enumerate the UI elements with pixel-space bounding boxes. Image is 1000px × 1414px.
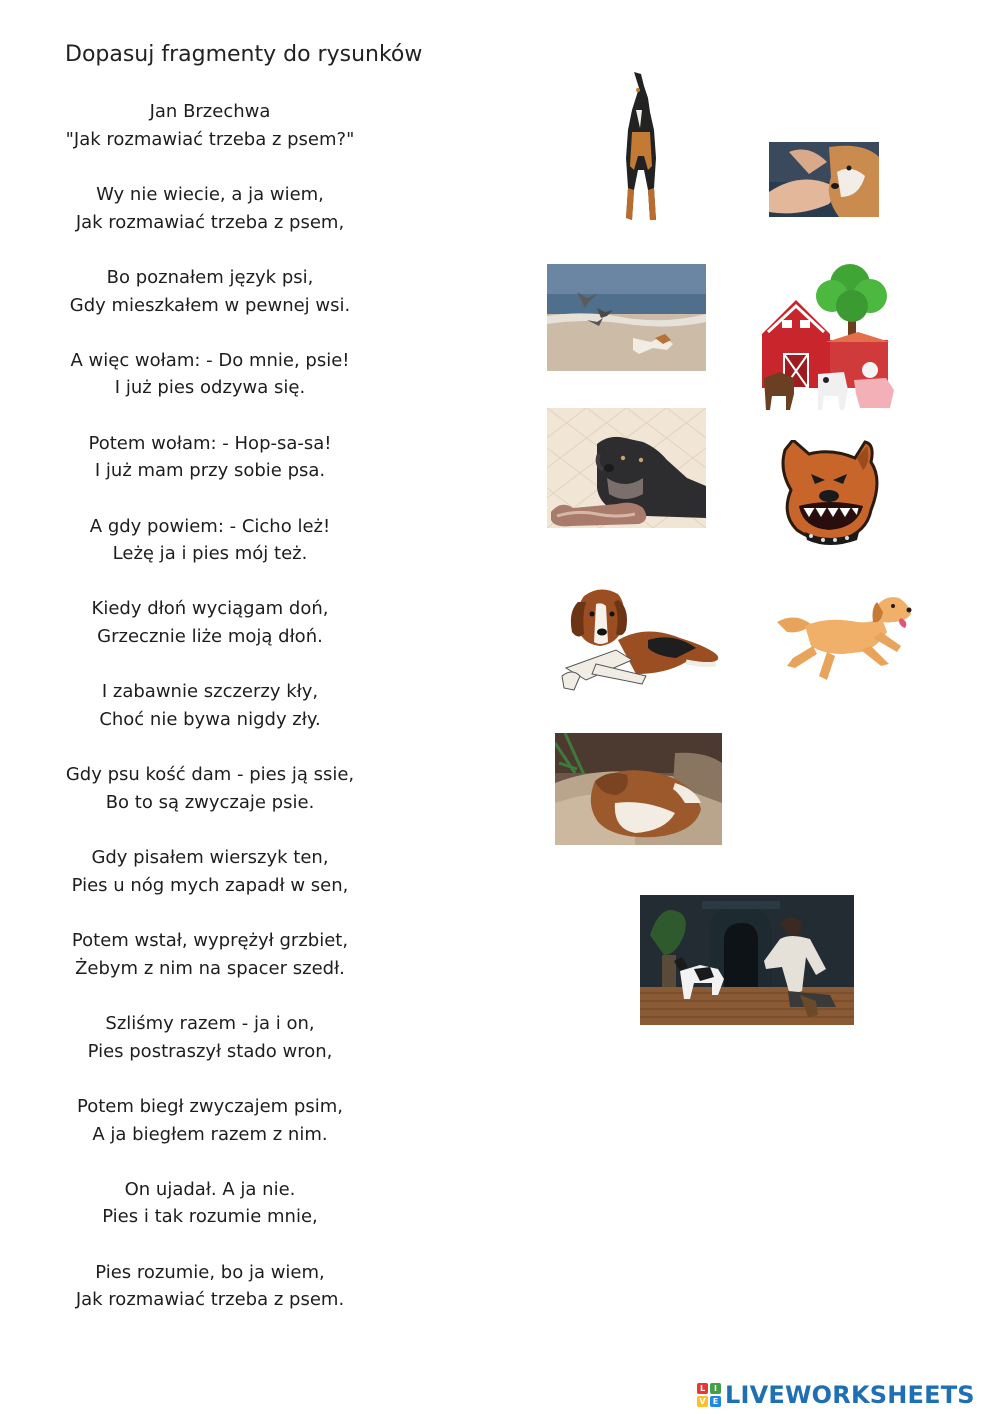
poem-stanza <box>40 927 380 982</box>
poem-line: I zabawnie szczerzy kły, <box>101 681 319 703</box>
poem-line: Gdy mieszkałem w pewnej wsi. <box>69 294 351 316</box>
howling-dog-image <box>608 70 672 224</box>
poem-line: Potem biegł zwyczajem psim, <box>77 1095 343 1117</box>
poem-line: Potem wstał, wyprężył grzbiet, <box>71 930 349 952</box>
poem-line: Pies rozumie, bo ja wiem, <box>95 1261 325 1283</box>
poem-line: Jan Brzechwa <box>149 101 271 122</box>
poem-line: Leżę ja i pies mój też. <box>112 543 308 565</box>
poem-stanza <box>40 264 380 319</box>
dog-with-bone-image <box>547 408 706 528</box>
page-title: Dopasuj fragmenty do rysunków <box>65 42 423 67</box>
man-playing-with-dog-image <box>640 895 854 1025</box>
poem-stanza <box>40 513 380 568</box>
farm-barn-animals-image <box>760 262 900 410</box>
poem-stanza <box>40 1093 380 1148</box>
dog-chasing-birds-beach-image <box>547 264 706 371</box>
poem-line: Bo poznałem język psi, <box>106 266 314 288</box>
poem-line: Potem wołam: - Hop-sa-sa! <box>88 432 332 454</box>
poem-line: "Jak rozmawiać trzeba z psem?" <box>65 128 355 150</box>
poem-stanza <box>40 430 380 485</box>
running-golden-dog-image <box>777 592 913 687</box>
lying-beagle-image <box>556 584 722 694</box>
logo-text: LIVEWORKSHEETS <box>725 1381 975 1409</box>
logo-blocks-icon: L I V E <box>697 1383 721 1407</box>
poem-line: Pies i tak rozumie mnie, <box>102 1206 318 1228</box>
poem-line: Gdy psu kość dam - pies ją ssie, <box>65 764 355 786</box>
poem-line: A gdy powiem: - Cicho leż! <box>89 515 331 537</box>
poem-line: Bo to są zwyczaje psie. <box>105 791 315 813</box>
poem-line: Grzecznie liże moją dłoń. <box>97 626 323 648</box>
poem-line: Żebym z nim na spacer szedł. <box>75 957 345 979</box>
poem-stanza <box>40 1176 380 1231</box>
poem-line: Gdy pisałem wierszyk ten, <box>91 847 329 869</box>
poem-stanza <box>40 595 380 650</box>
sleeping-dog-couch-image <box>555 733 722 845</box>
poem-line: A więc wołam: - Do mnie, psie! <box>70 349 350 371</box>
poem-line: Pies postraszył stado wron, <box>87 1040 333 1062</box>
liveworksheets-logo <box>697 1379 975 1411</box>
poem-line: Jak rozmawiać trzeba z psem, <box>75 211 345 233</box>
dog-licking-hand-image <box>769 142 879 217</box>
poem-line: Jak rozmawiać trzeba z psem. <box>75 1289 345 1311</box>
poem-line: I już pies odzywa się. <box>114 377 306 399</box>
poem-line: Choć nie bywa nigdy zły. <box>99 709 321 731</box>
poem <box>40 98 380 1342</box>
poem-line: Pies u nóg mych zapadł w sen, <box>71 874 349 896</box>
poem-stanza <box>40 1259 380 1314</box>
poem-stanza <box>40 347 380 402</box>
poem-header <box>40 98 380 153</box>
poem-stanza <box>40 844 380 899</box>
poem-line: Szliśmy razem - ja i on, <box>105 1012 315 1034</box>
angry-dog-fangs-image <box>771 440 885 548</box>
poem-line: On ujadał. A ja nie. <box>124 1178 296 1200</box>
poem-stanza <box>40 1010 380 1065</box>
poem-line: Wy nie wiecie, a ja wiem, <box>96 183 324 205</box>
poem-stanza <box>40 678 380 733</box>
poem-line: Kiedy dłoń wyciągam doń, <box>91 598 329 620</box>
poem-line: I już mam przy sobie psa. <box>94 460 326 482</box>
poem-stanza <box>40 181 380 236</box>
poem-line: A ja biegłem razem z nim. <box>92 1123 328 1145</box>
poem-stanza <box>40 761 380 816</box>
